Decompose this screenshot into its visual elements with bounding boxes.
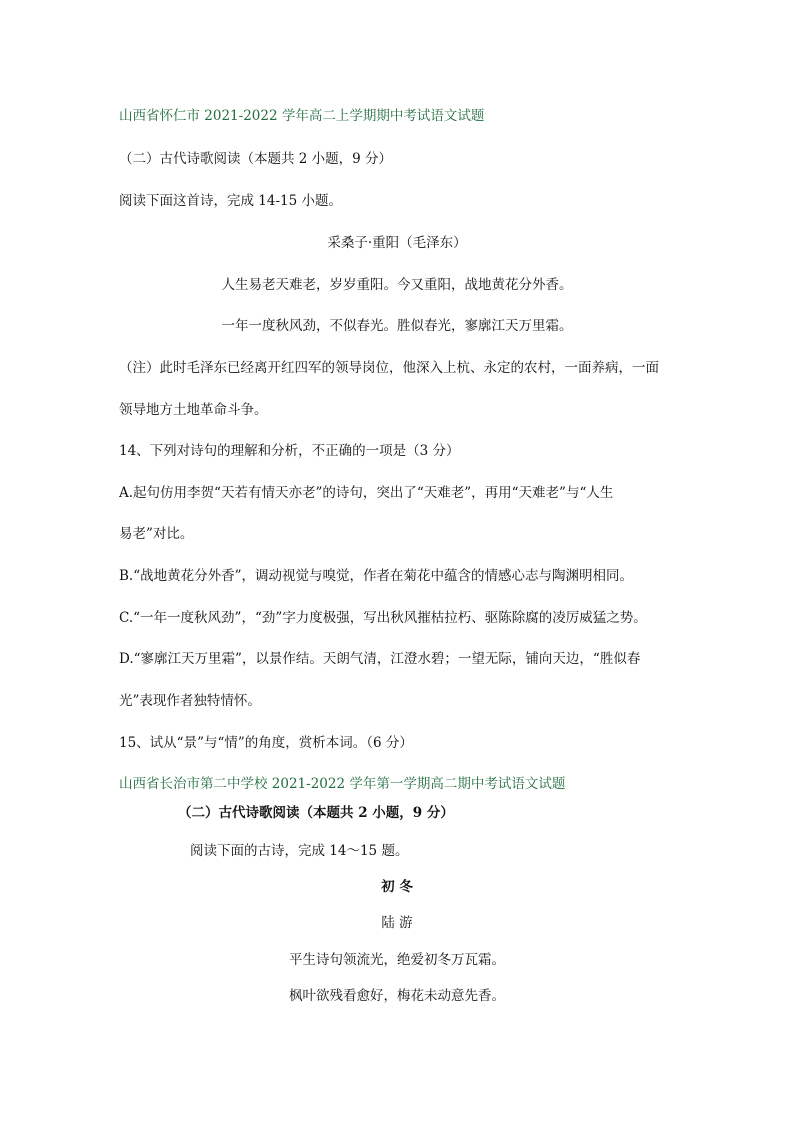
instruction-1: 阅读下面这首诗，完成 14-15 小题。 (119, 193, 343, 209)
question-14: 14、下列对诗句的理解和分析，不正确的一项是（3 分） (119, 443, 460, 459)
note-line: （注）此时毛泽东已经离开红四军的领导岗位，他深入上杭、永定的农村，一面养病，一面 (119, 360, 659, 376)
note-line: 领导地方土地革命斗争。 (119, 402, 268, 418)
option-d-cont: 光”表现作者独特情怀。 (119, 693, 261, 709)
poem-title-1: 采桑子·重阳（毛泽东） (327, 235, 467, 251)
instruction-2: 阅读下面的古诗，完成 14～15 题。 (190, 843, 409, 859)
option-d: D.“寥廓江天万里霜”，以景作结。天朗气清，江澄水碧；一望无际，铺向天边，“胜似春 (119, 651, 641, 667)
poem-line: 一年一度秋风劲，不似春光。胜似春光，寥廓江天万里霜。 (221, 318, 573, 334)
section-heading-1: （二）古代诗歌阅读（本题共 2 小题，9 分） (119, 151, 393, 167)
source-line-1: 山西省怀仁市 2021-2022 学年高二上学期期中考试语文试题 (119, 108, 485, 124)
question-15: 15、试从“景”与“情”的角度，赏析本词。（6 分） (119, 735, 413, 751)
poem-title-2: 初 冬 (381, 879, 413, 895)
option-a: A.起句仿用李贺“天若有情天亦老”的诗句，突出了“天难老”，再用“天难老”与“人生 (119, 485, 614, 501)
option-a-cont: 易老”对比。 (119, 526, 194, 542)
poem-author: 陆 游 (381, 915, 413, 931)
poem-line: 枫叶欲残看愈好，梅花未动意先香。 (289, 988, 505, 1004)
option-c: C.“一年一度秋风劲”，“劲”字力度极强，写出秋风摧枯拉朽、驱陈除腐的凌厉威猛之势。 (119, 610, 647, 626)
section-heading-2: （二）古代诗歌阅读（本题共 2 小题，9 分） (178, 805, 454, 821)
source-line-2: 山西省长治市第二中学校 2021-2022 学年第一学期高二期中考试语文试题 (119, 776, 566, 792)
option-b: B.“战地黄花分外香”，调动视觉与嗅觉，作者在菊花中蕴含的情感心志与陶渊明相同。 (119, 568, 634, 584)
poem-line: 平生诗句领流光，绝爱初冬万瓦霜。 (289, 952, 505, 968)
poem-line: 人生易老天难老，岁岁重阳。今又重阳，战地黄花分外香。 (221, 277, 573, 293)
